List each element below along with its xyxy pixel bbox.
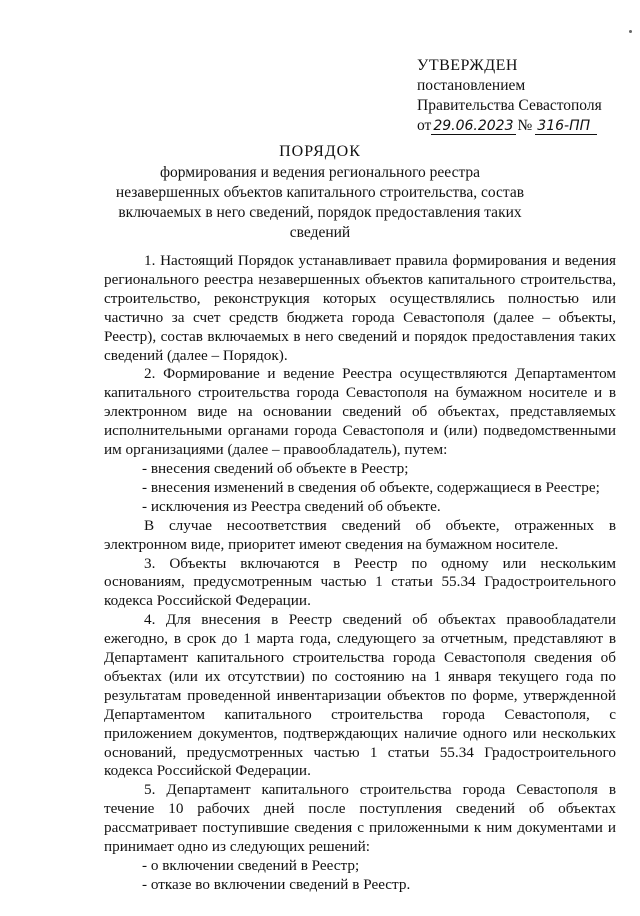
document-subtitle: формирования и ведения регионального реестра незавершенных объектов капитального строительства, состав включаемых в него сведений, порядок предоставления таких сведений (115, 164, 525, 241)
approval-title: УТВЕРЖДЕН (417, 57, 518, 74)
list-item: - внесения изменений в сведения об объекте, содержащиеся в Реестре; (142, 478, 600, 496)
paragraph-2: 2. Формирование и ведение Реестра осуществляются Департаментом капитального строительства города Севастополя на бумажном носителе и в электронном виде на основании сведений об объектах, представляемых исполнительными органами города Севастополя и (или) подведомственными им организациями (далее – правообладатель), путем: (104, 365, 616, 459)
date-prefix: от (417, 117, 432, 134)
paragraph-5: 5. Департамент капитального строительства города Севастополя в течение 10 рабочих дней после поступления сведений об объектах рассматривает поступившие сведения с приложенными к ним документами и принимает одно из следующих решений: (104, 781, 616, 856)
paragraph-discrepancy: В случае несоответствия сведений об объекте, отраженных в электронном виде, приоритет имеют сведения на бумажном носителе. (104, 516, 616, 553)
list-item: - отказе во включении сведений в Реестр. (142, 875, 411, 893)
list-item: - исключения из Реестра сведений об объекте. (142, 497, 441, 515)
paragraph-1: 1. Настоящий Порядок устанавливает правила формирования и ведения регионального реестра незавершенных объектов капитального строительства, строительство, реконструкция которых осуществлялись полностью или частично за счет средств бюджета города Севастополя (далее – объекты, Реестр), состав включаемых в него сведений и порядок предоставления таких сведений (далее – Порядок). (104, 252, 616, 364)
list-item: - о включении сведений в Реестр; (142, 857, 360, 874)
paragraph-4: 4. Для внесения в Реестр сведений об объектах правообладатели ежегодно, в срок до 1 марта года, следующего за отчетным, представляют в Департамент капитального строительства города Севастополя сведения об объектах (или их отсутствии) по состоянию на 1 января текущего года по результатам проведенной инвентаризации объектов по форме, утвержденной Департаментом капитального строительства города Севастополя, с приложением документов, подтверждающих наличие одного или нескольких оснований, предусмотренных частью 1 статьи 55.34 Градостроительного кодекса Российской Федерации. (104, 611, 616, 780)
document-body (104, 252, 616, 895)
scan-dot (629, 30, 632, 33)
handwritten-number: 316-ПП (535, 119, 597, 135)
paragraph-3: 3. Объекты включаются в Реестр по одному или нескольким основаниям, предусмотренным частью 1 статьи 55.34 Градостроительного кодекса Российской Федерации. (104, 554, 616, 610)
handwritten-date: 29.06.2023 (433, 118, 514, 134)
approval-block (417, 56, 602, 136)
number-prefix: № (517, 117, 533, 134)
document-title: ПОРЯДОК (279, 143, 361, 160)
list-item: - внесения сведений об объекте в Реестр; (142, 459, 409, 477)
approval-line-1: постановлением (417, 77, 526, 94)
approval-date-row (417, 116, 602, 136)
approval-line-2: Правительства Севастополя (417, 97, 602, 114)
